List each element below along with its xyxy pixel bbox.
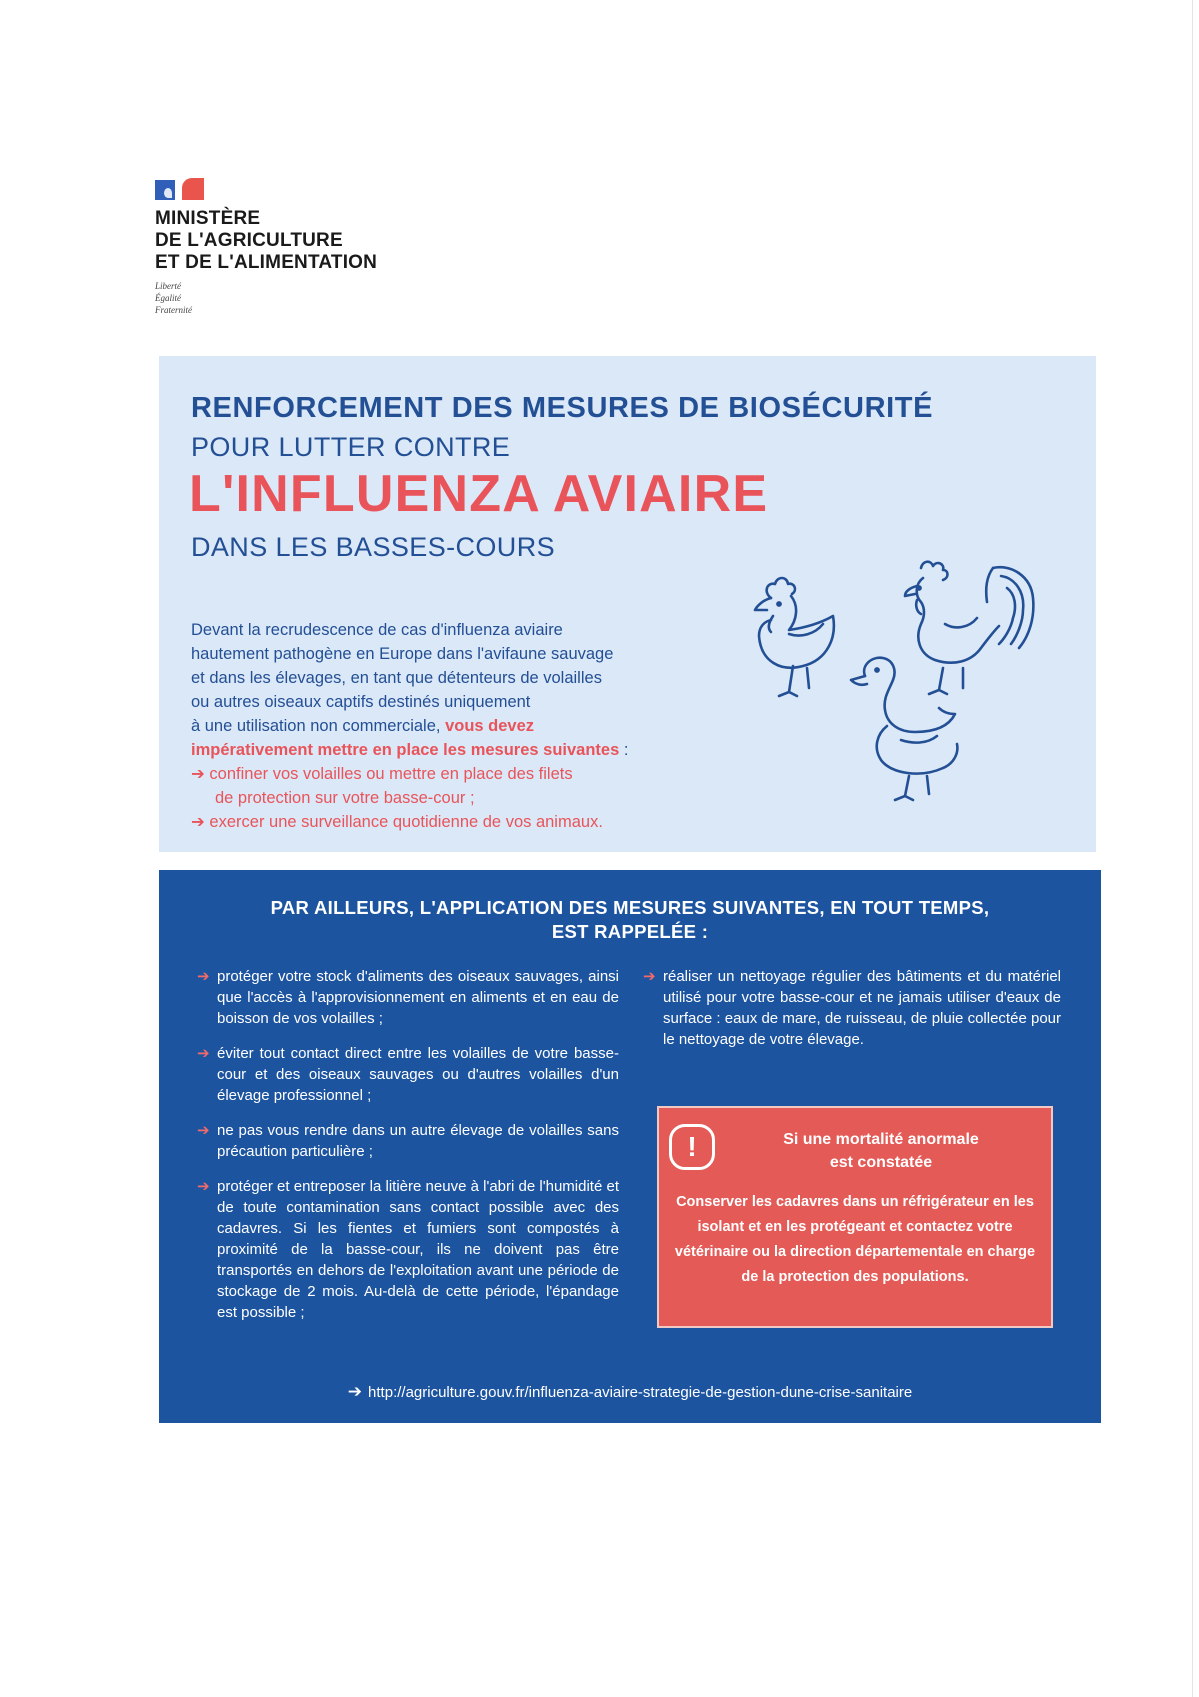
arrow-bullet-icon: ➔	[197, 968, 210, 985]
alert-body: Conserver les cadavres dans un réfrigérateur en les isolant et en les protégeant et contactez votre vétérinaire ou la direction départementale en charge de la protection des populations.	[674, 1194, 1036, 1285]
mortality-alert-box	[657, 1106, 1053, 1328]
rooster-icon	[905, 562, 1033, 694]
measure-item	[197, 1043, 619, 1106]
alert-title-line-2: est constatée	[829, 1154, 933, 1171]
arrow-bullet-icon: ➔	[197, 1122, 210, 1139]
intro-line	[191, 714, 711, 738]
intro-measure-1-cont	[191, 786, 711, 810]
arrow-bullet-icon: ➔	[197, 1178, 210, 1195]
arrow-bullet-icon: ➔	[643, 968, 656, 985]
intro-measure-text: de protection sur votre basse-cour ;	[215, 789, 475, 807]
headline-basses-cours: DANS LES BASSES-COURS	[191, 532, 556, 562]
motto-fraternite: Fraternité	[155, 305, 192, 315]
intro-measure-text: exercer une surveillance quotidienne de vos animaux.	[209, 813, 603, 831]
measures-heading	[159, 896, 1101, 944]
measures-right-column	[643, 966, 1061, 1064]
ministry-name-line-2: DE L'AGRICULTURE	[155, 230, 343, 251]
ministry-name	[155, 208, 415, 274]
ministry-name-line-1: MINISTÈRE	[155, 208, 261, 229]
intro-emphasis: vous devez	[445, 717, 535, 735]
motto-egalite: Égalité	[155, 293, 181, 303]
marianne-flag-icon	[155, 178, 209, 200]
hen-icon	[755, 578, 834, 696]
measure-text: protéger votre stock d'aliments des oiseaux sauvages, ainsi que l'accès à l'approvisionnement en aliments et en eau de boisson de vos volailles ;	[217, 968, 619, 1027]
measure-text: éviter tout contact direct entre les volailles de votre basse-cour et des oiseaux sauvages ou d'autres volailles d'un élevage professionnel ;	[217, 1045, 619, 1104]
republic-motto	[155, 280, 415, 316]
measure-item	[197, 1176, 619, 1323]
arrow-icon: ➔	[191, 813, 205, 831]
intro-text: :	[619, 741, 629, 759]
measures-left-column	[197, 966, 619, 1337]
headline-influenza: L'INFLUENZA AVIAIRE	[189, 465, 769, 523]
intro-paragraph	[191, 618, 711, 834]
arrow-right-icon: ➔	[347, 1382, 363, 1401]
ministry-name-line-3: ET DE L'ALIMENTATION	[155, 252, 378, 273]
alert-title-line-1: Si une mortalité anormale	[783, 1131, 979, 1148]
measures-heading-line-1: PAR AILLEURS, L'APPLICATION DES MESURES SUIVANTES, EN TOUT TEMPS,	[270, 897, 990, 918]
intro-measure-text: confiner vos volailles ou mettre en place des filets	[209, 765, 573, 783]
warning-icon: !	[669, 1124, 715, 1170]
measure-item	[643, 966, 1061, 1050]
measure-item	[197, 1120, 619, 1162]
intro-measure-2	[191, 810, 711, 834]
measure-text: ne pas vous rendre dans un autre élevage de volailles sans précaution particulière ;	[217, 1122, 619, 1160]
page-edge-line	[1192, 0, 1193, 1697]
arrow-bullet-icon: ➔	[197, 1045, 210, 1062]
intro-measure-1	[191, 762, 711, 786]
measure-item	[197, 966, 619, 1029]
intro-text: à une utilisation non commerciale,	[191, 717, 446, 735]
measures-heading-line-2: EST RAPPELÉE :	[551, 921, 709, 942]
measure-text: réaliser un nettoyage régulier des bâtiments et du matériel utilisé pour votre basse-cour et ne jamais utiliser d'eaux de surface : eaux de mare, de ruisseau, de pluie collectée pour le nettoyage de votre élevage.	[663, 968, 1061, 1048]
intro-line: Devant la recrudescence de cas d'influenza aviaire	[191, 621, 563, 639]
measure-text: protéger et entreposer la litière neuve à l'abri de l'humidité et de toute contamination sans contact possible avec des cadavres. Si les fientes et fumiers sont compostés à proximité de la basse-cour, ils ne doivent pas être transportés en dehors de l'exploitation avant une période de stockage de 2 mois. Au-delà de cette période, l'épandage est possible ;	[217, 1178, 619, 1321]
headline-biosecurity: RENFORCEMENT DES MESURES DE BIOSÉCURITÉ	[191, 392, 934, 424]
ministry-logo	[155, 178, 415, 316]
intro-emphasis: impérativement mettre en place les mesures suivantes	[191, 741, 620, 759]
intro-line	[191, 738, 711, 762]
headline-pour-lutter: POUR LUTTER CONTRE	[191, 432, 511, 462]
reference-link[interactable]: http://agriculture.gouv.fr/influenza-aviaire-strategie-de-gestion-dune-crise-sanitaire	[368, 1384, 913, 1401]
reference-link-row	[159, 1382, 1101, 1402]
poultry-illustration-icon	[731, 556, 1071, 816]
intro-line: hautement pathogène en Europe dans l'avifaune sauvage	[191, 645, 614, 663]
biosecurity-intro-panel	[159, 356, 1096, 852]
intro-line: et dans les élevages, en tant que détenteurs de volailles	[191, 669, 602, 687]
general-measures-panel	[159, 870, 1101, 1423]
intro-line: ou autres oiseaux captifs destinés uniquement	[191, 693, 531, 711]
alert-title	[719, 1128, 1043, 1174]
arrow-icon: ➔	[191, 765, 205, 783]
motto-liberte: Liberté	[155, 281, 181, 291]
